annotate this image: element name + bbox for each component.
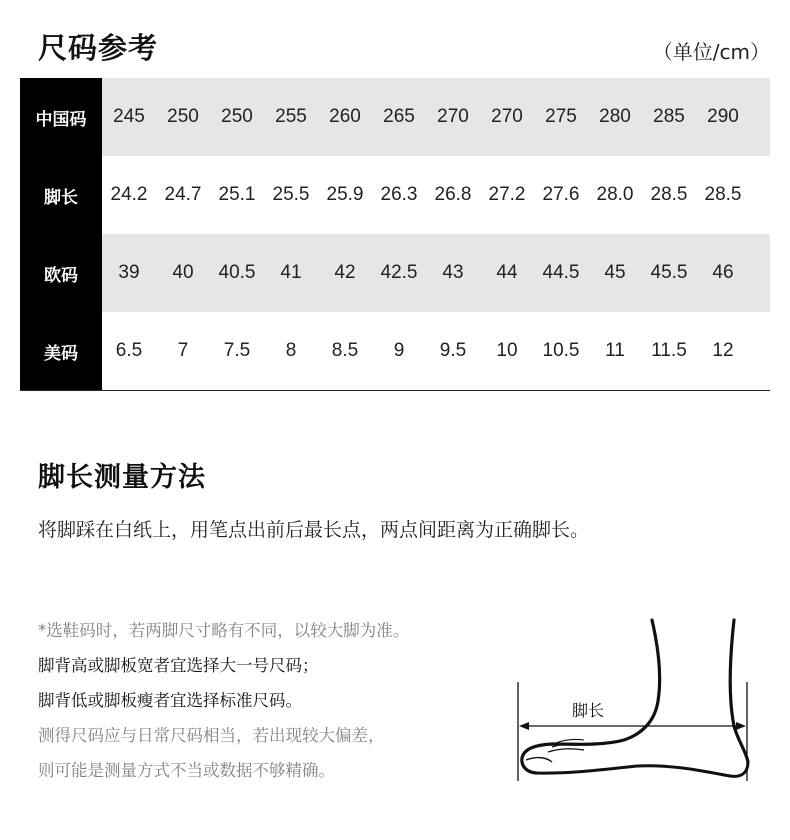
table-cell: 250 [167,106,199,127]
table-cell: 8.5 [331,340,359,361]
table-cell: 40.5 [218,262,256,283]
table-row-foot-length [20,156,770,234]
notes-list [38,618,409,793]
page-title: 尺码参考 [38,31,159,65]
table-cell: 6.5 [115,340,143,361]
table-cell: 275 [545,106,577,127]
table-cell: 7 [177,340,189,361]
row-label: 美码 [20,312,102,390]
table-cell: 28.5 [650,184,688,205]
table-cell: 25.1 [218,184,256,205]
table-cell: 11.5 [651,340,687,361]
row-label: 欧码 [20,234,102,312]
table-row-cn [20,78,770,156]
table-cell: 45.5 [650,262,688,283]
table-cell: 42 [334,262,356,283]
table-cell: 270 [491,106,523,127]
row-cells [102,312,770,390]
row-label: 脚长 [20,156,102,234]
table-cell: 260 [329,106,361,127]
table-cell: 250 [221,106,253,127]
row-cells [102,78,770,156]
table-cell: 44 [496,262,518,283]
table-cell: 255 [275,106,307,127]
row-cells [102,234,770,312]
table-cell: 9.5 [439,340,467,361]
table-cell: 40 [172,262,194,283]
table-cell: 280 [599,106,631,127]
table-cell: 42.5 [380,262,418,283]
table-cell: 290 [707,106,739,127]
note-item: 测得尺码应与日常尺码相当，若出现较大偏差， [38,726,385,745]
unit-label: （单位/cm） [652,40,770,64]
table-cell: 25.5 [272,184,310,205]
table-cell: 39 [118,262,140,283]
method-description: 将脚踩在白纸上，用笔点出前后最长点，两点间距离为正确脚长。 [38,519,590,541]
row-label: 中国码 [20,78,102,156]
note-item: 脚背高或脚板宽者宜选择大一号尺码； [38,656,319,675]
table-cell: 245 [113,106,145,127]
table-cell: 28.0 [596,184,634,205]
row-cells [102,156,770,234]
table-cell: 270 [437,106,469,127]
table-cell: 7.5 [223,340,251,361]
table-cell: 10 [496,340,518,361]
table-cell: 43 [442,262,464,283]
table-cell: 26.3 [380,184,418,205]
diagram-label: 脚长 [572,701,605,720]
table-cell: 25.9 [326,184,364,205]
table-cell: 26.8 [434,184,472,205]
table-cell: 24.7 [164,184,202,205]
table-cell: 45 [604,262,626,283]
note-item: 脚背低或脚板瘦者宜选择标准尺码。 [38,691,302,710]
table-cell: 46 [712,262,734,283]
table-cell: 27.2 [488,184,526,205]
table-row-us [20,312,770,390]
size-table [20,78,770,391]
table-cell: 44.5 [542,262,580,283]
note-item: *选鞋码时，若两脚尺寸略有不同，以较大脚为准。 [38,621,410,640]
table-cell: 265 [383,106,415,127]
table-cell: 8 [285,340,297,361]
table-cell: 28.5 [704,184,742,205]
table-cell: 9 [393,340,405,361]
table-cell: 285 [653,106,685,127]
table-cell: 24.2 [110,184,148,205]
foot-outline-icon [512,616,757,791]
table-cell: 10.5 [542,340,580,361]
table-cell: 11 [605,340,625,361]
table-row-eu [20,234,770,312]
foot-measure-diagram [512,616,757,791]
method-title: 脚长测量方法 [38,462,206,493]
table-cell: 27.6 [542,184,580,205]
note-item: 则可能是测量方式不当或数据不够精确。 [38,761,335,780]
table-cell: 41 [280,262,302,283]
table-cell: 12 [712,340,734,361]
